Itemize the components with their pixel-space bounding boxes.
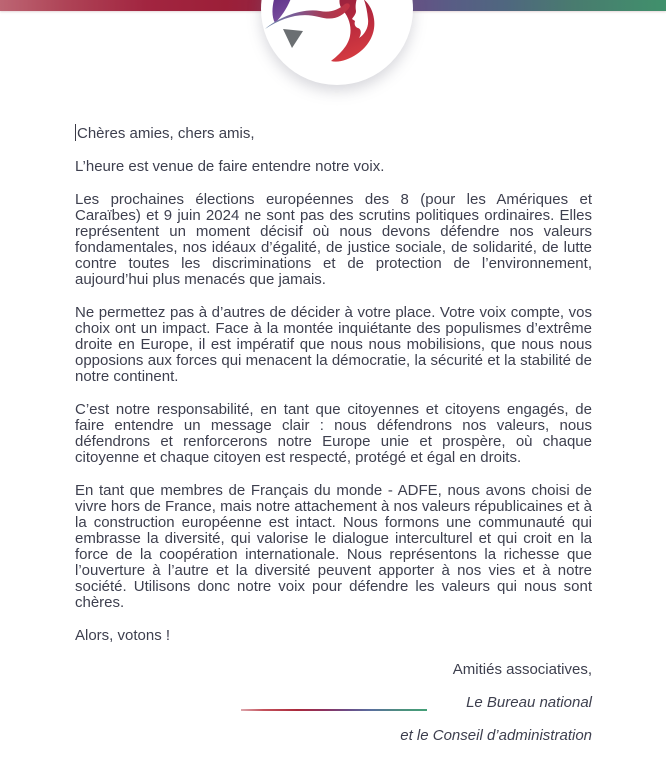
greeting-text: Chères amies, chers amis, (77, 125, 255, 142)
paragraph-3: C’est notre responsabilité, en tant que citoyennes et citoyens engagés, de faire entendre un message clair : nous défendrons nos valeurs, nous défendrons et renforcerons notre Europe unie et prospère, où chaque citoyenne et chaque citoyen est respecté, protégé et égal en droits. (75, 401, 592, 466)
adfe-logo-badge (261, 0, 413, 85)
closing-line: Alors, votons ! (75, 627, 171, 644)
signature-line-3: et le Conseil d’administration (400, 727, 592, 744)
letter-body (75, 124, 592, 761)
paragraph-1: Les prochaines élections européennes des 8 (pour les Amériques et Caraïbes) et 9 juin 2024 ne sont pas des scrutins politiques ordinaires. Elles représentent un moment décisif où nous devons défendre nos valeurs fondamentales, nos idéaux d’égalité, de justice sociale, de solidarité, de lutte contre toutes les discriminations et de protection de l’environnement, aujourd’hui plus menacés que jamais. (75, 191, 592, 288)
marianne-logo-icon (261, 0, 413, 85)
opening-line: L’heure est venue de faire entendre notre voix. (75, 158, 385, 175)
greeting-line (75, 124, 592, 142)
paragraph-4: En tant que membres de Français du monde - ADFE, nous avons choisi de vivre hors de France, mais notre attachement à nos valeurs républicaines et à la construction européenne est intact. Nous formons une communauté qui embrasse la diversité, qui valorise le dialogue interculturel et qui croit en la force de la coopération internationale. Nous représentons la richesse que l’ouverture à l’autre et la diversité peuvent apporter à nos vies et à notre société. Utilisons donc notre voix pour défendre les valeurs qui nous sont chères. (75, 482, 592, 611)
signature-block (75, 662, 592, 744)
paragraphs (75, 192, 592, 611)
text-caret[interactable] (75, 124, 76, 141)
signature-line-1: Amitiés associatives, (452, 661, 592, 678)
signature-line-2: Le Bureau national (466, 694, 592, 711)
paragraph-2: Ne permettez pas à d’autres de décider à votre place. Votre voix compte, vos choix ont un impact. Face à la montée inquiétante des populismes d’extrême droite en Europe, il est impératif que nous nous mobilisions, que nous nous opposions aux forces qui menacent la démocratie, la sécurité et la stabilité de notre continent. (75, 304, 592, 385)
